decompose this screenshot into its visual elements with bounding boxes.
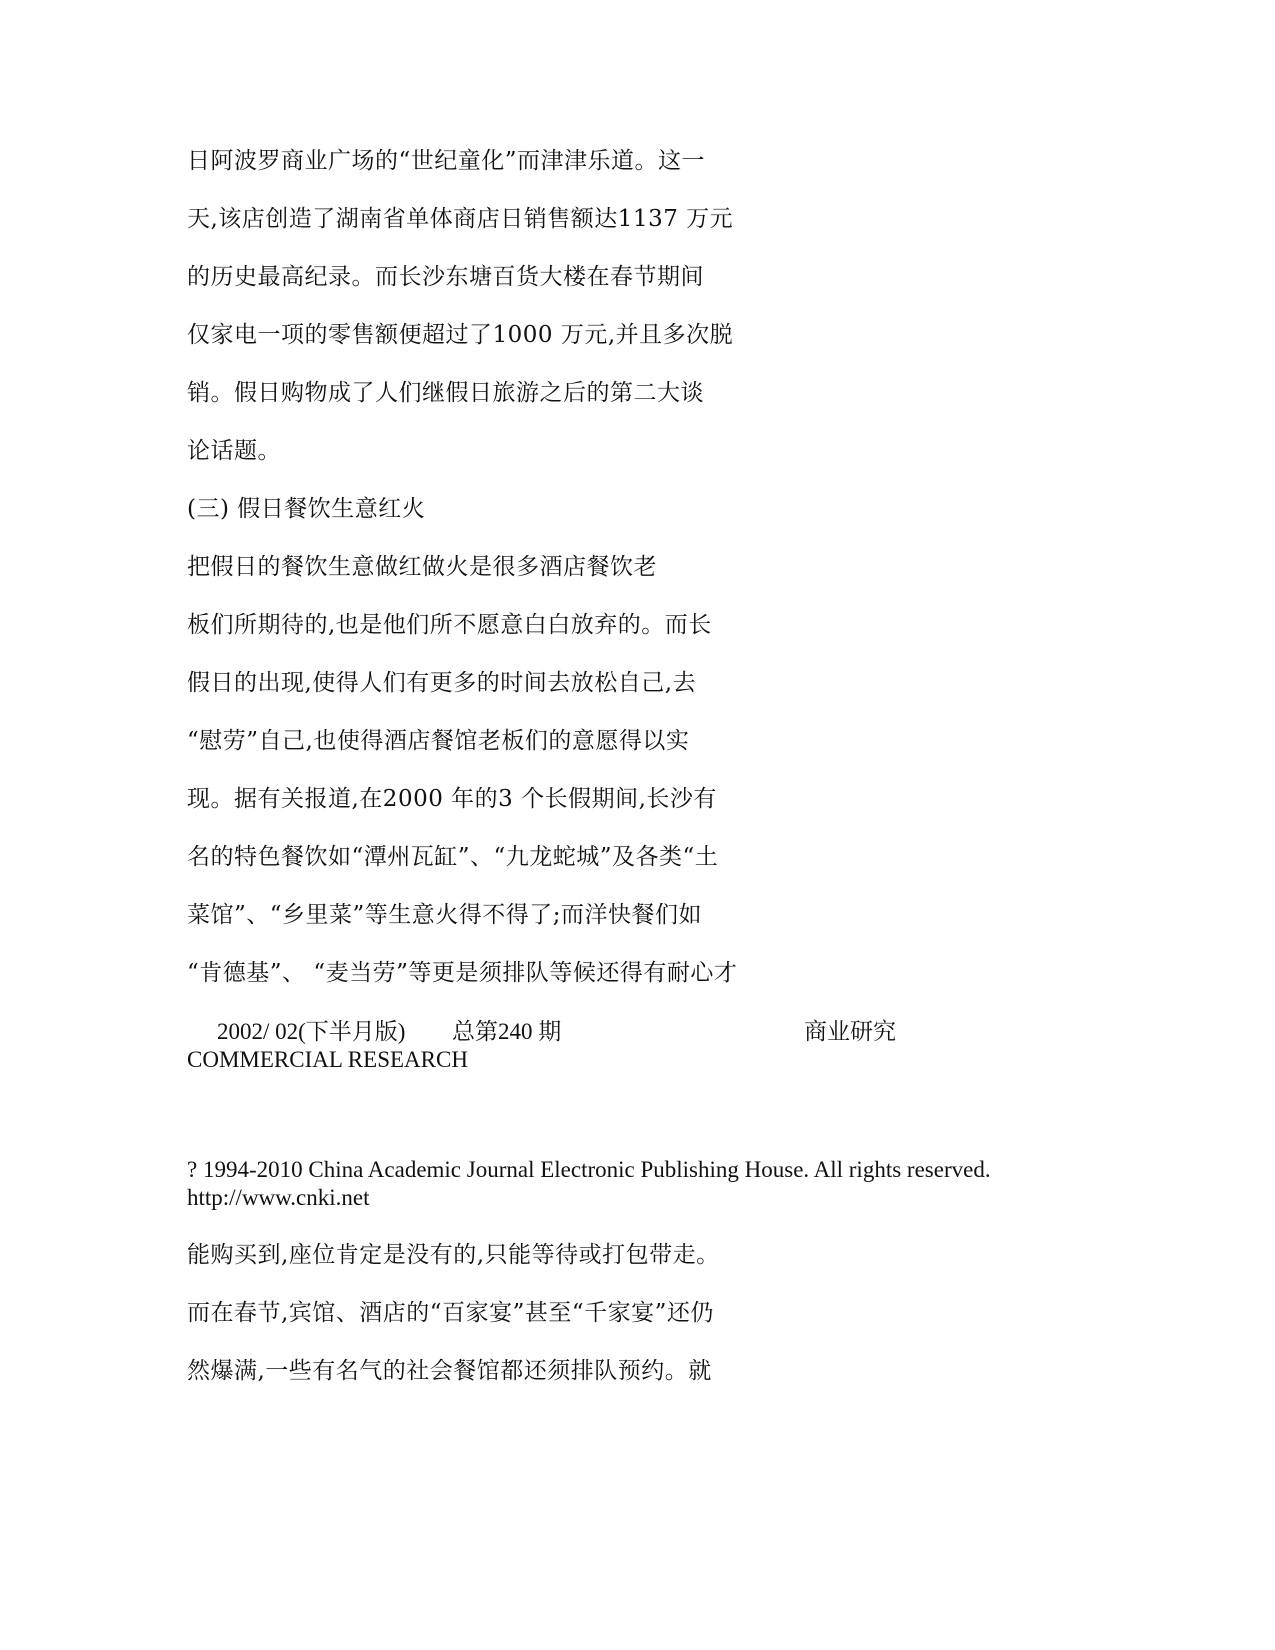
body-text-line: 天,该店创造了湖南省单体商店日销售额达1137 万元 [187,206,734,232]
body-text-line: 把假日的餐饮生意做红做火是很多酒店餐饮老 [187,554,657,580]
body-text-line: 假日的出现,使得人们有更多的时间去放松自己,去 [187,670,697,696]
body-text-line: “慰劳”自己,也使得酒店餐馆老板们的意愿得以实 [187,728,690,754]
body-text-line: 销。假日购物成了人们继假日旅游之后的第二大谈 [187,380,704,406]
body-text-line: 菜馆”、“乡里菜”等生意火得不得了;而洋快餐们如 [187,902,703,928]
body-text-line: 论话题。 [187,438,281,464]
body-text-line: 的历史最高纪录。而长沙东塘百货大楼在春节期间 [187,264,704,290]
copyright-url: http://www.cnki.net [187,1185,370,1210]
body-text-line: 现。据有关报道,在2000 年的3 个长假期间,长沙有 [187,786,717,812]
body-text-line: 然爆满,一些有名气的社会餐馆都还须排队预约。就 [187,1358,712,1384]
body-text-line: 名的特色餐饮如“潭州瓦缸”、“九龙蛇城”及各类“土 [187,844,719,870]
body-text-line: 板们所期待的,也是他们所不愿意白白放弃的。而长 [187,612,712,638]
body-text-line: 仅家电一项的零售额便超过了1000 万元,并且多次脱 [187,322,734,348]
body-text-line: “肯德基”、 “麦当劳”等更是须排队等候还得有耐心才 [187,960,738,986]
body-text-line: 而在春节,宾馆、酒店的“百家宴”甚至“千家宴”还仍 [187,1300,714,1326]
copyright-notice: ? 1994-2010 China Academic Journal Electronic Publishing House. All rights reserved. [187,1157,991,1182]
journal-name-cn: 商业研究 [804,1019,896,1044]
body-text-line: 能购买到,座位肯定是没有的,只能等待或打包带走。 [187,1242,720,1268]
section-heading: (三) 假日餐饮生意红火 [187,496,426,522]
journal-total-issue: 总第240 期 [452,1019,562,1044]
journal-name-en: COMMERCIAL RESEARCH [187,1047,468,1072]
journal-issue: 2002/ 02(下半月版) [217,1019,406,1044]
body-text-line: 日阿波罗商业广场的“世纪童化”而津津乐道。这一 [187,148,706,174]
